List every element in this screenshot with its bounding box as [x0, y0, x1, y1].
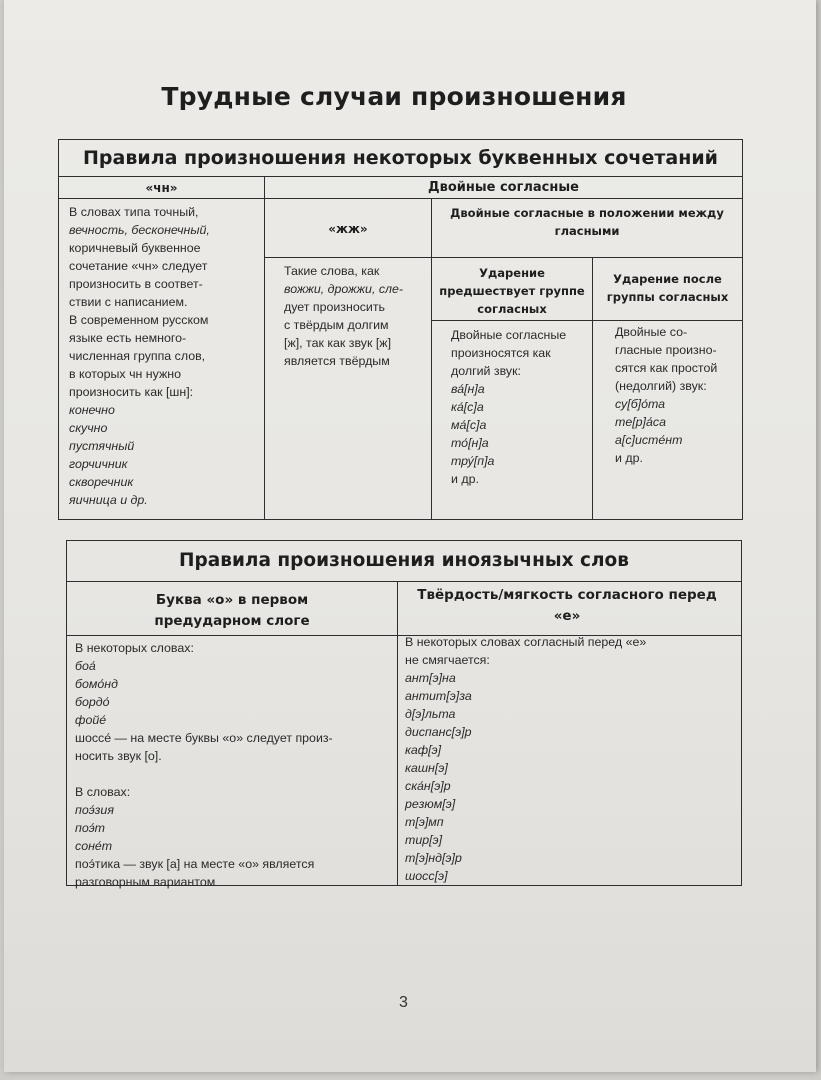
divider [432, 320, 742, 321]
example-word: конечно [69, 403, 115, 417]
example-word: бомо́нд [75, 677, 118, 691]
chn-header: «чн» [145, 181, 178, 195]
text-line: и др. [451, 472, 479, 486]
example-word: диспанс[э]р [405, 725, 472, 739]
zhzh-text [284, 262, 429, 370]
divider [431, 199, 432, 519]
text-line: (недолгий) звук: [615, 379, 707, 393]
text-line: гласные произно- [615, 343, 717, 357]
text-line: языке есть немного- [69, 331, 187, 345]
letter-combinations-title: Правила произношения некоторых буквенных сочетаний [59, 140, 742, 177]
text-line: Двойные со- [615, 325, 688, 339]
page-title: Трудные случаи произношения [161, 82, 627, 111]
example-word: шосс[э] [405, 869, 448, 883]
example-word: поэ́зия [75, 803, 114, 817]
text-line: вечность, бесконечный, [69, 223, 210, 237]
example-word: т[э]мп [405, 815, 444, 829]
text-line: ствии с написанием. [69, 295, 188, 309]
text-line: произносить как [шн]: [69, 385, 194, 399]
example-word: то́[н]а [451, 436, 489, 450]
text-line: не смягчается: [405, 653, 490, 667]
example-word: скворечник [69, 475, 134, 489]
example-word: а[с]исте́нт [615, 433, 683, 447]
example-word: скучно [69, 421, 108, 435]
text-line: В словах: [75, 785, 131, 799]
example-word: пустячный [69, 439, 135, 453]
stress-before-header: Ударение предшествует группе согласных [439, 266, 585, 316]
example-word: антит[э]за [405, 689, 472, 703]
letter-o-header: Буква «о» в первом предударном слоге [154, 592, 310, 629]
stress-after-text [615, 323, 741, 467]
between-vowels-header: Двойные согласные в положении между гласными [450, 206, 724, 238]
foreign-words-title: Правила произношения иноязычных слов [67, 541, 741, 582]
example-word: ска́н[э]р [405, 779, 451, 793]
text-line: дует произносить [284, 300, 385, 314]
text-line: и др. [615, 451, 643, 465]
text-line [75, 765, 395, 783]
divider [59, 198, 264, 199]
example-word: ка́[с]а [451, 400, 484, 414]
text-line: является твёрдым [284, 354, 390, 368]
consonant-hardness-header: Твёрдость/мягкость согласного перед «е» [417, 587, 717, 624]
text-line: произносить в соответ- [69, 277, 203, 291]
divider [265, 257, 431, 258]
example-word: тир[э] [405, 833, 443, 847]
letter-combinations-table [58, 139, 743, 520]
zhzh-header: «жж» [328, 222, 368, 236]
text-line: В словах типа точный, [69, 205, 199, 219]
text-line: сочетание «чн» следует [69, 259, 208, 273]
example-word: боа́ [75, 659, 96, 673]
divider [397, 582, 398, 885]
example-word: фойе́ [75, 713, 107, 727]
example-word: тру́[п]а [451, 454, 495, 468]
text-line: коричневый буквенное [69, 241, 201, 255]
example-word: каф[э] [405, 743, 442, 757]
example-word: резюм[э] [405, 797, 456, 811]
example-word: т[э]нд[э]р [405, 851, 462, 865]
example-word: яичница и др. [69, 493, 148, 507]
example-word: су[б]о́та [615, 397, 666, 411]
page-sheet [4, 0, 816, 1072]
text-line: сятся как простой [615, 361, 718, 375]
text-line: носить звук [о]. [75, 749, 162, 763]
example-word: кашн[э] [405, 761, 448, 775]
divider [592, 257, 593, 519]
text-line: В некоторых словах согласный перед «е» [405, 635, 647, 649]
letter-o-text [75, 639, 395, 891]
example-word: д[э]льта [405, 707, 456, 721]
example-word: горчичник [69, 457, 128, 471]
text-line: произносятся как [451, 346, 551, 360]
text-line: с твёрдым долгим [284, 318, 389, 332]
text-line: вожжи, дрожжи, сле- [284, 282, 404, 296]
text-line: разговорным вариантом [75, 875, 216, 889]
text-line: Двойные согласные [451, 328, 567, 342]
chn-text [69, 203, 261, 509]
example-word: соне́т [75, 839, 113, 853]
text-line: поэ́тика — звук [а] на месте «о» является [75, 857, 315, 871]
divider [432, 257, 742, 258]
text-line: В современном русском [69, 313, 209, 327]
page-number: 3 [399, 994, 408, 1011]
example-word: ма́[с]а [451, 418, 487, 432]
example-word: ва́[н]а [451, 382, 485, 396]
text-line: долгий звук: [451, 364, 521, 378]
example-word: те[р]а́са [615, 415, 666, 429]
stress-before-text [451, 326, 591, 488]
text-line: Такие слова, как [284, 264, 380, 278]
consonant-hardness-text [405, 633, 735, 885]
example-word: ант[э]на [405, 671, 456, 685]
text-line: в которых чн нужно [69, 367, 182, 381]
example-word: бордо́ [75, 695, 110, 709]
example-word: поэ́т [75, 821, 105, 835]
double-consonants-header: Двойные согласные [428, 180, 579, 195]
text-line: численная группа слов, [69, 349, 206, 363]
text-line: шоссе́ — на месте буквы «о» следует произ- [75, 731, 333, 745]
text-line: В некоторых словах: [75, 641, 194, 655]
stress-after-header: Ударение после группы согласных [606, 272, 729, 304]
foreign-words-table [66, 540, 742, 889]
divider [264, 198, 742, 199]
text-line: [ж], так как звук [ж] [284, 336, 392, 350]
